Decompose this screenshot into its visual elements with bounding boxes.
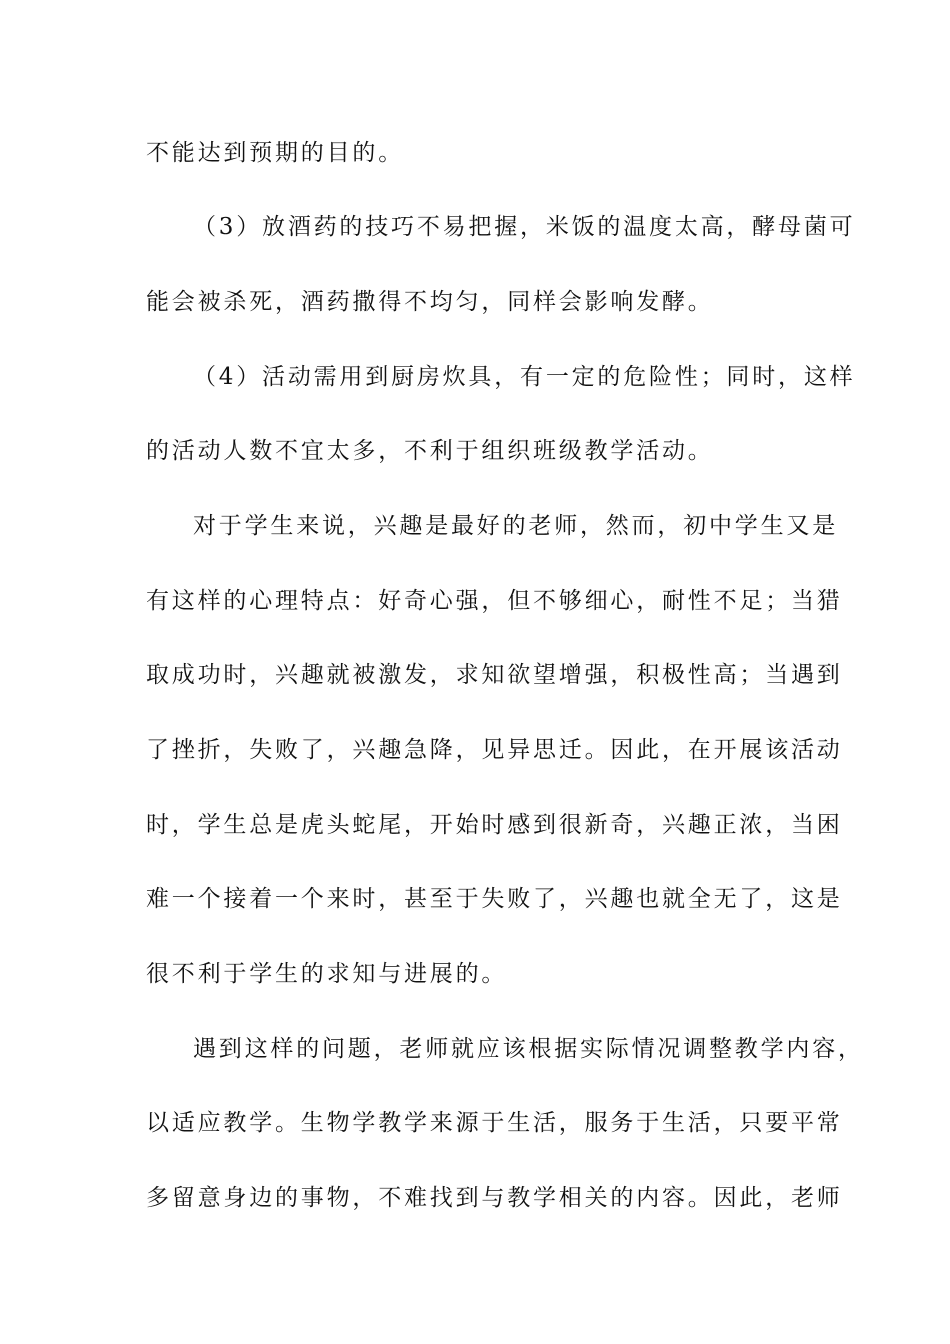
text-line: 有这样的心理特点：好奇心强，但不够细心，耐性不足；当猎 xyxy=(146,588,843,614)
text-line: 多留意身边的事物，不难找到与教学相关的内容。因此，老师 xyxy=(146,1185,843,1211)
text-line: 难一个接着一个来时，甚至于失败了，兴趣也就全无了，这是 xyxy=(146,886,843,912)
text-line: 对于学生来说，兴趣是最好的老师，然而，初中学生又是 xyxy=(193,513,838,539)
text-line: 的活动人数不宜太多，不利于组织班级教学活动。 xyxy=(146,438,714,464)
text-line: 时，学生总是虎头蛇尾，开始时感到很新奇，兴趣正浓，当困 xyxy=(146,812,843,838)
text-line: 能会被杀死，酒药撒得不均匀，同样会影响发酵。 xyxy=(146,289,714,315)
text-line: （4）活动需用到厨房炊具，有一定的危险性；同时，这样 xyxy=(193,364,856,390)
text-line: 不能达到预期的目的。 xyxy=(146,140,404,166)
text-line: 以适应教学。生物学教学来源于生活，服务于生活，只要平常 xyxy=(146,1110,843,1136)
text-line: 遇到这样的问题，老师就应该根据实际情况调整教学内容， xyxy=(193,1036,864,1062)
text-line: 取成功时，兴趣就被激发，求知欲望增强，积极性高；当遇到 xyxy=(146,662,843,688)
text-line: 了挫折，失败了，兴趣急降，见异思迁。因此，在开展该活动 xyxy=(146,737,843,763)
text-line: 很不利于学生的求知与进展的。 xyxy=(146,961,508,987)
text-line: （3）放酒药的技巧不易把握，米饭的温度太高，酵母菌可 xyxy=(193,214,856,240)
